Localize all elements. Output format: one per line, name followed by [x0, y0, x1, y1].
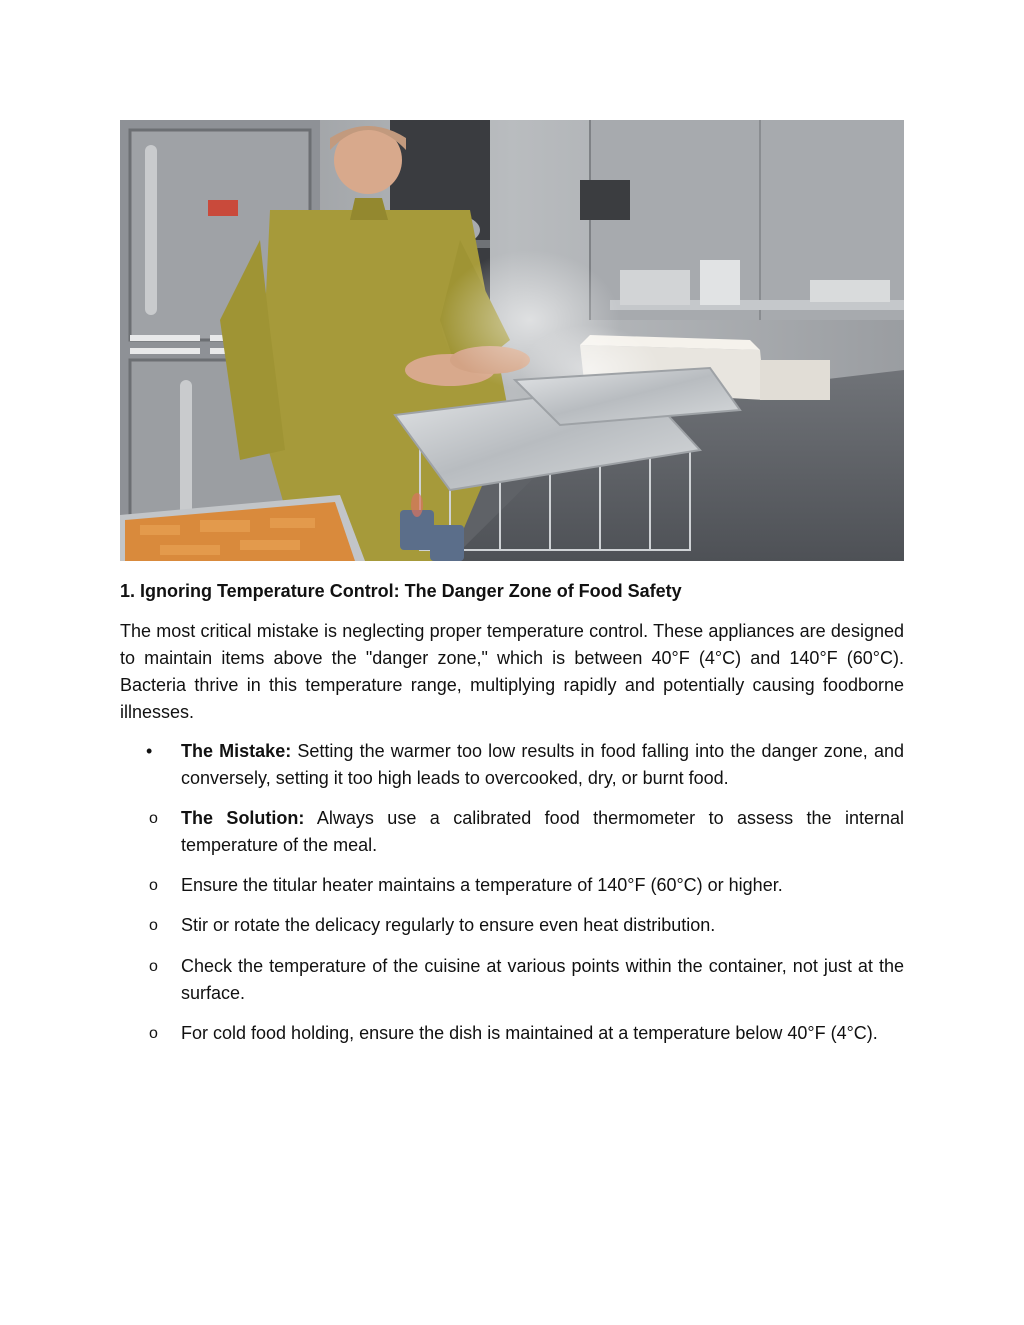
list-item-text: Setting the warmer too low results in food falling into the danger zone, and conversely, setting it too high leads to overcooked, dry, or burnt food. [181, 741, 904, 788]
list-item-text: Check the temperature of the cuisine at various points within the container, not just at the surface. [181, 956, 904, 1003]
list-item-lead: The Solution: [181, 808, 305, 828]
sub-bullet-marker: o [149, 1025, 158, 1042]
list-item-text: Always use a calibrated food thermometer to assess the internal temperature of the meal. [181, 808, 904, 855]
bullet-marker: • [146, 741, 153, 761]
list-item [181, 738, 904, 792]
list-item [181, 953, 904, 1007]
sub-bullet-marker: o [149, 877, 158, 894]
list-item [181, 805, 904, 859]
list-item [181, 872, 904, 899]
list-item [181, 912, 904, 939]
sub-bullet-marker: o [149, 917, 158, 934]
list-item-text: For cold food holding, ensure the dish is maintained at a temperature below 40°F (4°C). [181, 1023, 878, 1043]
kitchen-illustration [120, 120, 904, 561]
section-heading: 1. Ignoring Temperature Control: The Danger Zone of Food Safety [120, 581, 682, 601]
list-item-text: Stir or rotate the delicacy regularly to ensure even heat distribution. [181, 915, 716, 935]
kitchen-photo [120, 120, 904, 561]
list-item-text: Ensure the titular heater maintains a temperature of 140°F (60°C) or higher. [181, 875, 783, 895]
intro-paragraph: The most critical mistake is neglecting proper temperature control. These appliances are designed to maintain items above the "danger zone," which is between 40°F (4°C) and 140°F (60°C). Bacteria thrive in this temperature range, multiplying rapidly and potentially causing foodborne illnesses. [120, 621, 904, 722]
list-item [181, 1020, 904, 1047]
list-item-lead: The Mistake: [181, 741, 292, 761]
sub-bullet-marker: o [149, 810, 158, 827]
sub-bullet-marker: o [149, 958, 158, 975]
